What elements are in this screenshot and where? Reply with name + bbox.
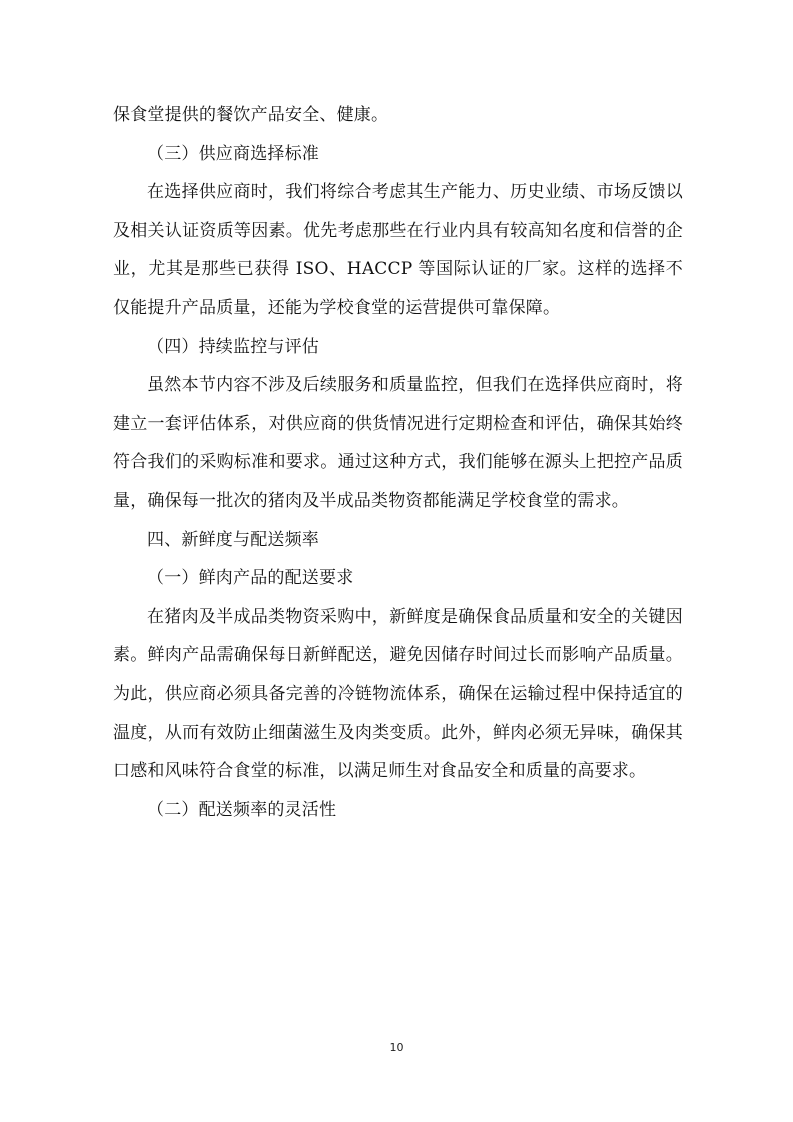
section-heading-freshness: 四、新鲜度与配送频率 [147, 529, 319, 550]
paragraph-monitoring: 虽然本节内容不涉及后续服务和质量监控，但我们在选择供应商时，将建立一套评估体系，对供应商的供货情况进行定期检查和评估，确保其始终符合我们的采购标准和要求。通过这种方式，我们能够在源头上把控产品质量，确保每一批次的猪肉及半成品类物资都能满足学校食堂的需求。 [113, 375, 683, 511]
section-heading-monitoring: （四）持续监控与评估 [147, 336, 319, 357]
page-body [113, 96, 683, 829]
paragraph-continuation: 保食堂提供的餐饮产品安全、健康。 [113, 105, 389, 125]
page-number: 10 [389, 1041, 404, 1054]
section-heading-supplier-criteria: （三）供应商选择标准 [147, 143, 319, 164]
subsection-heading-delivery-frequency: （二）配送频率的灵活性 [147, 799, 337, 820]
subsection-heading-meat-delivery: （一）鲜肉产品的配送要求 [147, 568, 354, 589]
paragraph-meat-delivery: 在猪肉及半成品类物资采购中，新鲜度是确保食品质量和安全的关键因素。鲜肉产品需确保每日新鲜配送，避免因储存时间过长而影响产品质量。为此，供应商必须具备完善的冷链物流体系，确保在运输过程中保持适宜的温度，从而有效防止细菌滋生及肉类变质。此外，鲜肉必须无异味，确保其口感和风味符合食堂的标准，以满足师生对食品安全和质量的高要求。 [113, 606, 683, 782]
paragraph-supplier-criteria: 在选择供应商时，我们将综合考虑其生产能力、历史业绩、市场反馈以及相关认证资质等因素。优先考虑那些在行业内具有较高知名度和信誉的企业，尤其是那些已获得 ISO、HACCP 等国际认证的厂家。这样的选择不仅能提升产品质量，还能为学校食堂的运营提供可靠保障。 [113, 182, 683, 318]
